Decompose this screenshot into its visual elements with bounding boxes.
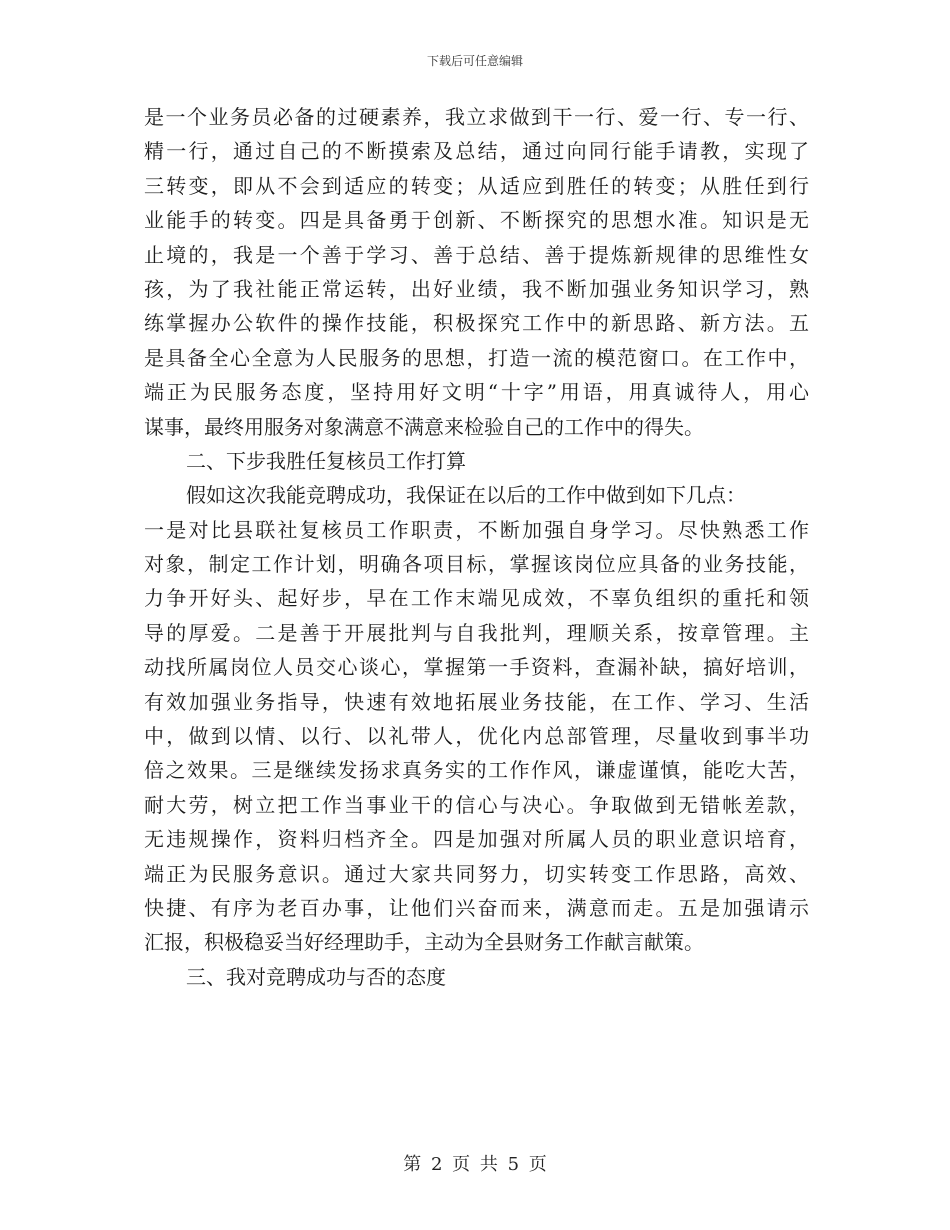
page-header: 下载后可任意编辑 [426,54,523,68]
text-line: 一是对比县联社复核员工作职责，不断加强自身学习。尽快熟悉工作 [144,517,809,542]
text-line: 练掌握办公软件的操作技能，积极探究工作中的新思路、新方法。五 [144,311,809,336]
text-line: 业能手的转变。四是具备勇于创新、不断探究的思想水准。知识是无 [144,208,809,233]
text-line: 有效加强业务指导，快速有效地拓展业务技能，在工作、学习、生活 [144,689,809,714]
page-number: 第 2 页 共 5 页 [403,1154,547,1175]
text-line: 快捷、有序为老百办事，让他们兴奋而来，满意而走。五是加强请示 [144,895,809,920]
paragraph-plan [144,478,809,959]
paragraph-qualities [144,100,809,444]
text-line: 孩，为了我社能正常运转，出好业绩，我不断加强业务知识学习，熟 [144,276,809,301]
text-line: 耐大劳，树立把工作当事业干的信心与决心。争取做到无错帐差款， [144,792,809,817]
section-heading-2: 二、下步我胜任复核员工作打算 [186,448,466,473]
text-line: 中，做到以情、以行、以礼带人，优化内总部管理，尽量收到事半功 [144,724,809,749]
document-body [144,100,809,994]
text-line: 端正为民服务意识。通过大家共同努力，切实转变工作思路，高效、 [144,861,809,886]
text-line: 止境的，我是一个善于学习、善于总结、善于提炼新规律的思维性女 [144,242,809,267]
text-line: 对象，制定工作计划，明确各项目标，掌握该岗位应具备的业务技能， [144,552,809,577]
text-line: 汇报，积极稳妥当好经理助手，主动为全县财务工作献言献策。 [144,930,704,955]
text-line: 动找所属岗位人员交心谈心，掌握第一手资料，查漏补缺，搞好培训， [144,655,809,680]
section-heading-3: 三、我对竞聘成功与否的态度 [186,964,446,989]
text-line: 导的厚爱。二是善于开展批判与自我批判，理顺关系，按章管理。主 [144,620,809,645]
text-line: 力争开好头、起好步，早在工作末端见成效，不辜负组织的重托和领 [144,586,809,611]
text-line: 倍之效果。三是继续发扬求真务实的工作作风，谦虚谨慎，能吃大苦， [144,758,809,783]
text-line: 无违规操作，资料归档齐全。四是加强对所属人员的职业意识培育， [144,827,809,852]
text-line: 端正为民服务态度，坚持用好文明“十字”用语，用真诚待人，用心 [144,380,809,405]
text-line: 假如这次我能竞聘成功，我保证在以后的工作中做到如下几点： [186,483,746,508]
text-line: 是一个业务员必备的过硬素养，我立求做到干一行、爱一行、专一行、 [144,105,809,129]
text-line: 是具备全心全意为人民服务的思想，打造一流的模范窗口。在工作中， [144,345,809,370]
text-line: 谋事，最终用服务对象满意不满意来检验自己的工作中的得失。 [144,414,704,439]
text-line: 精一行，通过自己的不断摸索及总结，通过向同行能手请教，实现了 [144,139,809,164]
text-line: 三转变，即从不会到适应的转变；从适应到胜任的转变；从胜任到行 [144,173,809,198]
